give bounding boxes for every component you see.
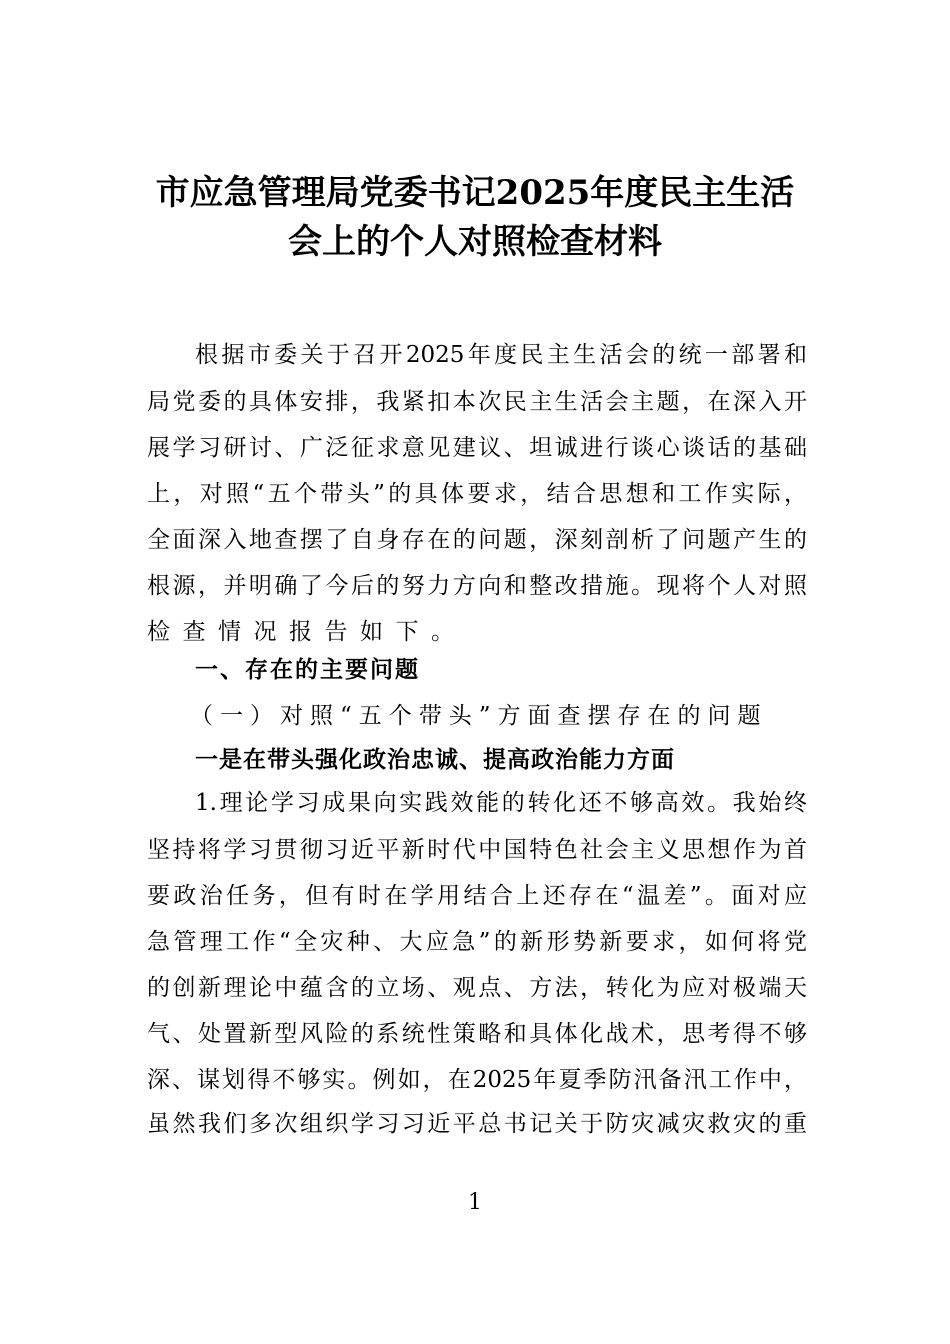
item-line: 1.理论学习成果向实践效能的转化还不够高效。我始终 <box>195 790 807 816</box>
item-line: 坚持将学习贯彻习近平新时代中国特色社会主义思想作为首 <box>147 837 807 863</box>
item-line: 急管理工作“全灾种、大应急”的新形势新要求，如何将党 <box>147 929 807 955</box>
intro-line: 根源，并明确了今后的努力方向和整改措施。现将个人对照 <box>147 573 807 599</box>
section-heading-1: 一、存在的主要问题 <box>195 656 420 683</box>
item-line: 的创新理论中蕴含的立场、观点、方法，转化为应对极端天 <box>147 975 807 1001</box>
item-line: 要政治任务，但有时在学用结合上还存在“温差”。面对应 <box>147 883 807 909</box>
intro-line: 根据市委关于召开2025年度民主生活会的统一部署和 <box>195 342 807 368</box>
intro-line: 展学习研讨、广泛征求意见建议、坦诚进行谈心谈话的基础 <box>147 435 807 461</box>
item-line: 气、处置新型风险的系统性策略和具体化战术，思考得不够 <box>147 1021 807 1047</box>
page-number: 1 <box>468 1190 482 1215</box>
intro-line: 局党委的具体安排，我紧扣本次民主生活会主题，在深入开 <box>147 389 807 415</box>
item-line: 深、谋划得不够实。例如，在2025年夏季防汛备汛工作中， <box>147 1067 807 1093</box>
section-heading-2: （一）对照“五个带头”方面查摆存在的问题 <box>190 703 768 729</box>
intro-line: 上，对照“五个带头”的具体要求，结合思想和工作实际， <box>147 481 807 507</box>
intro-line: 检查情况报告如下。 <box>147 619 467 645</box>
document-title-line-2: 会上的个人对照检查材料 <box>288 222 662 262</box>
item-line: 虽然我们多次组织学习习近平总书记关于防灾减灾救灾的重 <box>147 1111 807 1137</box>
intro-line: 全面深入地查摆了自身存在的问题，深刻剖析了问题产生的 <box>147 527 807 553</box>
document-title-line-1: 市应急管理局党委书记2025年度民主生活 <box>155 173 795 213</box>
section-heading-3: 一是在带头强化政治忠诚、提高政治能力方面 <box>195 746 675 773</box>
